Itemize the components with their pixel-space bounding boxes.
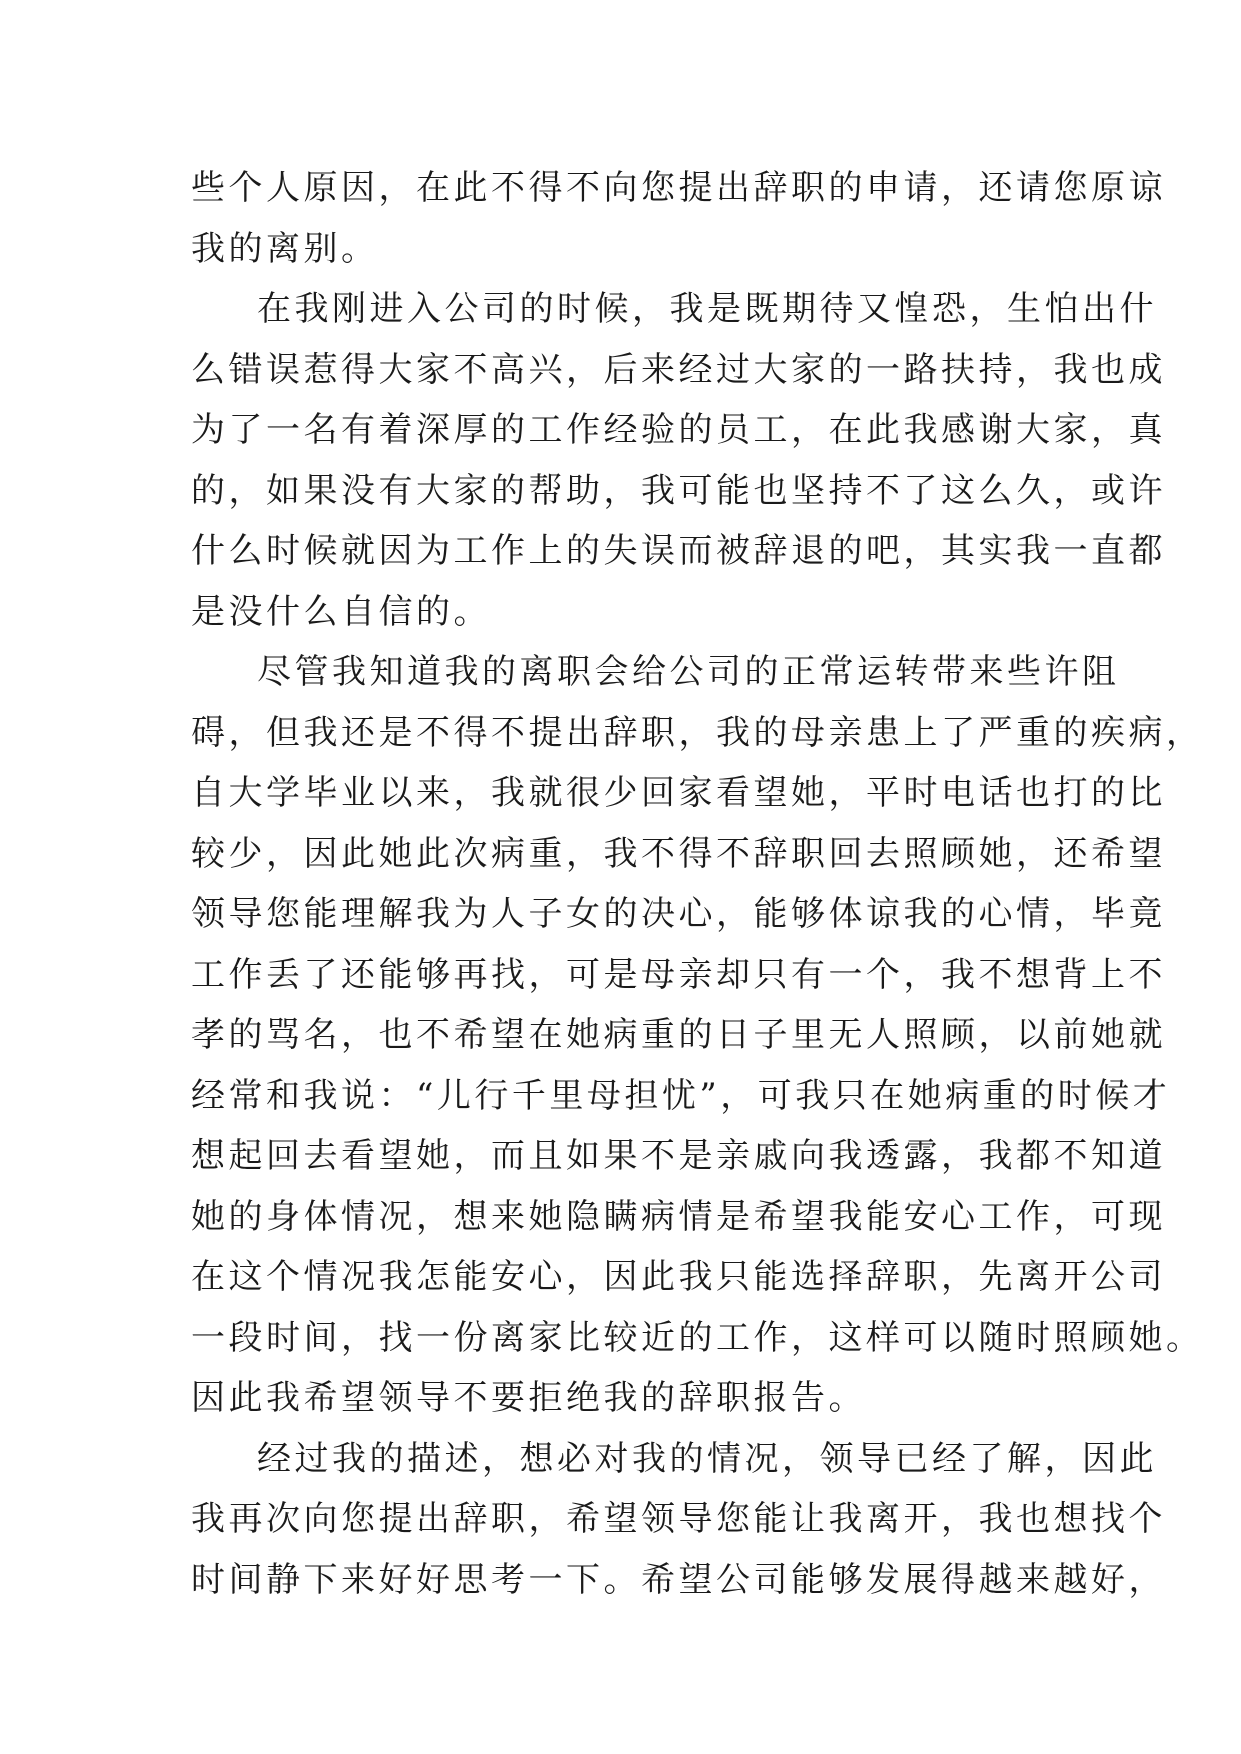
text-line: 工作丢了还能够再找，可是母亲却只有一个，我不想背上不 <box>191 954 1166 995</box>
resignation-letter-body <box>191 158 1204 1610</box>
text-line: 在这个情况我怎能安心，因此我只能选择辞职，先离开公司 <box>191 1257 1166 1297</box>
text-line: 孝的骂名，也不希望在她病重的日子里无人照顾，以前她就 <box>191 1015 1166 1055</box>
text-line: 我再次向您提出辞职，希望领导您能让我离开，我也想找个 <box>191 1499 1166 1539</box>
text-line: 经过我的描述，想必对我的情况，领导已经了解，因此 <box>257 1438 1157 1479</box>
text-line: 她的身体情况，想来她隐瞒病情是希望我能安心工作，可现 <box>191 1196 1166 1237</box>
text-line: 较少，因此她此次病重，我不得不辞职回去照顾她，还希望 <box>191 833 1166 874</box>
text-line: 我的离别。 <box>191 228 379 269</box>
text-line: 因此我希望领导不要拒绝我的辞职报告。 <box>191 1378 866 1418</box>
text-line: 为了一名有着深厚的工作经验的员工，在此我感谢大家，真 <box>191 410 1166 450</box>
text-line: 些个人原因，在此不得不向您提出辞职的申请，还请您原谅 <box>191 168 1166 208</box>
text-line: 时间静下来好好思考一下。希望公司能够发展得越来越好， <box>191 1559 1166 1600</box>
text-line: 经常和我说：“儿行千里母担忧”，可我只在她病重的时候才 <box>191 1075 1171 1116</box>
text-line: 想起回去看望她，而且如果不是亲戚向我透露，我都不知道 <box>191 1136 1166 1176</box>
text-line: 一段时间，找一份离家比较近的工作，这样可以随时照顾她。 <box>191 1317 1204 1358</box>
text-line: 是没什么自信的。 <box>191 591 491 632</box>
text-line: 碍，但我还是不得不提出辞职，我的母亲患上了严重的疾病， <box>191 712 1204 753</box>
text-line: 领导您能理解我为人子女的决心，能够体谅我的心情，毕竟 <box>191 894 1166 934</box>
text-line: 尽管我知道我的离职会给公司的正常运转带来些许阻 <box>257 652 1120 692</box>
text-line: 自大学毕业以来，我就很少回家看望她，平时电话也打的比 <box>191 773 1166 813</box>
text-line: 什么时候就因为工作上的失误而被辞退的吧，其实我一直都 <box>191 531 1166 571</box>
text-line: 的，如果没有大家的帮助，我可能也坚持不了这么久，或许 <box>191 470 1166 511</box>
text-line: 在我刚进入公司的时候，我是既期待又惶恐，生怕出什 <box>257 289 1157 329</box>
text-line: 么错误惹得大家不高兴，后来经过大家的一路扶持，我也成 <box>191 349 1166 390</box>
